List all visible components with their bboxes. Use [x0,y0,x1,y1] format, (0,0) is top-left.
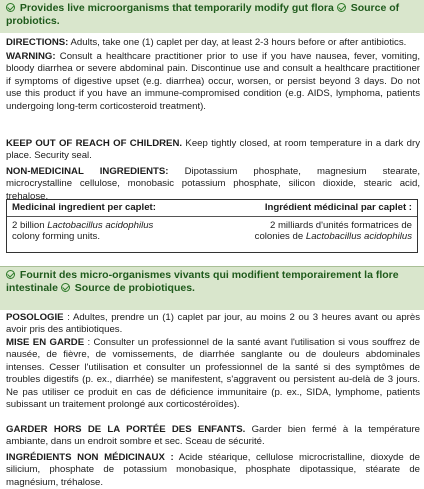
claim-text-en: Provides live microorganisms that temporarily modify gut flora [19,2,334,14]
checkmark-circle-icon [6,3,15,12]
warning-fr [6,337,420,411]
medicinal-value-en: 2 billion Lactobacillus acidophilus colony forming units. [12,219,154,243]
species-name: Lactobacillus acidophilus [47,219,154,231]
directions-label-en: DIRECTIONS: [6,37,69,48]
directions-label-fr: POSOLOGIE [6,312,64,323]
non-medicinal-fr [6,452,420,489]
checkmark-circle-icon [337,3,346,12]
medicinal-header-fr: Ingrédient médicinal par caplet : [264,202,412,213]
non-medicinal-text-en: Dipotassium phosphate, magnesium stearate, microcrystalline cellulose, monobasic potassium phosphate, silicon dioxide, stearic acid, trehalose. [6,166,421,202]
claim-text-fr: Fournit des micro-organismes vivants qui modifient temporairement la flore intestinale [6,269,399,294]
medicinal-value-fr: 2 milliards d'unités formatrices de colonies de Lactobacillus acidophilus [254,219,412,243]
claim-banner-en [0,0,424,33]
non-medicinal-text-fr: Acide stéarique, cellulose microcristalline, dioxyde de silicium, phosphate de potassium monobasique, phosphate dipotassique, stéarate de magnésium, tréhalose. [6,452,420,488]
directions-text-en: Adults, take one (1) caplet per day, at least 2-3 hours before or after antibiotics. [68,37,407,48]
keep-out-text-fr: Garder bien fermé à la température ambiante, dans un endroit sombre et sec. Sceau de sécurité. [6,424,420,448]
directions-en [6,37,420,49]
medicinal-table-header [7,200,417,217]
non-medicinal-label-en: NON-MEDICINAL INGREDIENTS: [6,166,169,177]
medicinal-ingredient-table [6,199,418,253]
medicinal-table-row [7,217,417,243]
non-medicinal-en [6,166,420,203]
warning-en [6,51,420,113]
warning-text-en: Consult a healthcare practitioner prior to use if you have nausea, fever, vomiting, bloody diarrhea or severe abdominal pain. Discontinue use and consult a healthcare practitioner if symptoms of digestive upset (e.g. diarrhea) occur, worsen, or persist beyond 3 days. Do not use this product if you have an immune-compromised condition (e.g. AIDS, lymphoma, patients undergoing long-term corticosteroid treatment). [6,51,420,112]
claim-source-fr: Source de probiotiques. [74,282,195,294]
claim-source-en: Source of probiotics. [6,2,400,27]
keep-out-en [6,138,420,163]
warning-label-en: WARNING: [6,51,56,62]
directions-text-fr: : Adultes, prendre un (1) caplet par jour, au moins 2 ou 3 heures avant ou après avoir pris des antibiotiques. [6,312,420,336]
keep-out-text-en: Keep tightly closed, at room temperature in a dark dry place. Security seal. [6,138,420,162]
keep-out-label-fr: GARDER HORS DE LA PORTÉE DES ENFANTS. [6,424,246,435]
non-medicinal-label-fr: INGRÉDIENTS NON MÉDICINAUX : [6,452,174,463]
checkmark-circle-icon [61,283,70,292]
species-name: Lactobacillus acidophilus [305,231,412,243]
claim-banner-fr [0,266,424,310]
warning-text-fr: : Consulter un professionnel de la santé avant l'utilisation si vous souffrez de nausée, de fièvre, de vomissements, de diarrhée sanglante ou de douleurs abdominales intenses. Cesser l'utilisation et consulter un professionnel de la santé si des symptômes de troubles digestifs (p. ex., diarrhée) se manifestent, s'aggravent ou persistent au-delà de 3 jours. Ne pas utiliser ce produit en cas de déficience immunitaire (p. ex., SIDA, lymphome, patients subissant un traitement prolongé aux corticostéroïdes). [6,337,421,411]
keep-out-fr [6,424,420,449]
warning-label-fr: MISE EN GARDE [6,337,85,348]
directions-fr [6,312,420,337]
medicinal-header-en: Medicinal ingredient per caplet: [12,202,156,213]
checkmark-circle-icon [6,270,15,279]
keep-out-label-en: KEEP OUT OF REACH OF CHILDREN. [6,138,183,149]
